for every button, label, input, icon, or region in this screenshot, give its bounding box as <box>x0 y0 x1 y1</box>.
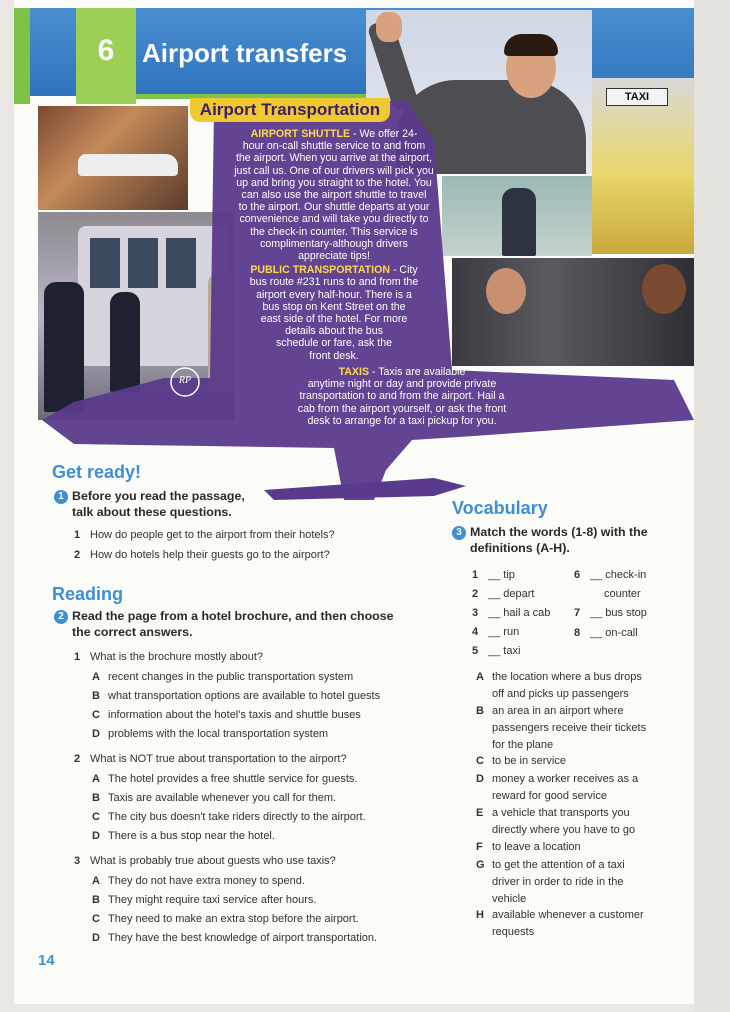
answer-option <box>92 810 366 824</box>
definition-text: an area in an airport where <box>492 705 624 717</box>
vocab-word <box>574 626 638 640</box>
option-letter: C <box>92 811 100 823</box>
option-text: The city bus doesn't take riders directly to the airport. <box>108 811 366 823</box>
brochure-line: front desk. <box>309 349 359 362</box>
definition <box>476 670 642 684</box>
definition-text: reward for good service <box>492 790 607 802</box>
answer-option <box>92 874 305 888</box>
option-letter: D <box>92 728 100 740</box>
brochure-line: complimentary-although drivers <box>260 237 408 250</box>
option-text: problems with the local transportation system <box>108 728 329 740</box>
brochure-text <box>216 128 452 362</box>
answer-option <box>92 708 361 722</box>
definition-text: driver in order to ride in the <box>492 876 624 888</box>
discussion-question <box>74 528 335 542</box>
word-number: 8 <box>574 627 581 639</box>
question-number: 2 <box>74 753 81 765</box>
word-text: __ tip <box>488 569 515 581</box>
brochure-line: - We offer 24- <box>353 128 418 140</box>
shuttle-heading: AIRPORT SHUTTLE <box>250 128 351 140</box>
brochure-line: details about the bus <box>285 325 383 338</box>
brochure-line: transportation to and from the airport. Hail a <box>299 390 505 403</box>
brochure-line: - Taxis are available <box>371 366 466 378</box>
brochure-line: convenience and will take you directly to <box>239 213 429 226</box>
question-number: 2 <box>74 549 81 561</box>
brochure-line: appreciate tips! <box>298 250 370 263</box>
word-text-continued: counter <box>604 588 641 600</box>
reading-question <box>74 650 263 664</box>
definition <box>476 840 581 854</box>
option-text: what transportation options are available to hotel guests <box>108 690 381 702</box>
question-text: What is the brochure mostly about? <box>90 651 264 663</box>
vocab-word <box>574 606 647 620</box>
brochure-line: the airport. When you arrive at the airport, <box>235 152 433 165</box>
vocabulary-instruction: 3 Match the words (1-8) with the definitions (A-H). <box>452 524 648 556</box>
definition-letter: F <box>476 841 483 853</box>
question-number: 3 <box>74 855 81 867</box>
option-letter: D <box>92 830 100 842</box>
discussion-question <box>74 548 330 562</box>
brochure-line: bus stop on Kent Street on the <box>262 300 406 313</box>
word-number: 3 <box>472 607 479 619</box>
public-heading: PUBLIC TRANSPORTATION <box>250 264 390 277</box>
word-number: 4 <box>472 626 479 638</box>
answer-option <box>92 791 336 805</box>
definition <box>476 704 623 718</box>
answer-option <box>92 689 380 703</box>
definition-letter: C <box>476 755 484 767</box>
definition <box>476 754 566 768</box>
option-text: information about the hotel's taxis and shuttle buses <box>108 709 361 721</box>
word-text: __ depart <box>488 588 535 600</box>
definition-letter: D <box>476 773 484 785</box>
option-text: recent changes in the public transportation system <box>108 671 354 683</box>
definition-text: to get the attention of a taxi <box>492 859 625 871</box>
get-ready-heading: Get ready! <box>52 462 142 482</box>
option-text: There is a bus stop near the hotel. <box>108 830 275 842</box>
textbook-page <box>14 0 694 1004</box>
public-paragraph <box>216 264 452 362</box>
question-text: How do people get to the airport from their hotels? <box>90 529 335 541</box>
answer-option <box>92 829 275 843</box>
taxis-paragraph <box>284 366 520 427</box>
page-edge <box>694 0 730 1012</box>
word-number: 1 <box>472 569 479 581</box>
option-letter: A <box>92 875 100 887</box>
answer-option <box>92 772 357 786</box>
reading-heading: Reading <box>52 584 124 604</box>
brochure-line: schedule or fare, ask the <box>275 337 392 350</box>
definition-letter: A <box>476 671 484 683</box>
definition-letter: H <box>476 909 484 921</box>
option-letter: D <box>92 932 100 944</box>
vocab-word <box>574 568 646 582</box>
hotel-logo: RP <box>178 375 192 386</box>
brochure-line: the check-in counter. This service is <box>250 225 418 238</box>
brochure-line: east side of the hotel. For more <box>260 313 408 326</box>
word-text: __ on-call <box>590 627 638 639</box>
question-number: 1 <box>74 529 81 541</box>
word-text: __ check-in <box>590 569 647 581</box>
option-letter: C <box>92 913 100 925</box>
brochure-line: cab from the airport yourself, or ask the front <box>297 402 507 415</box>
definition-letter: E <box>476 807 484 819</box>
option-text: They need to make an extra stop before the airport. <box>108 913 359 925</box>
definition-text: to leave a location <box>492 841 581 853</box>
vocab-word <box>472 568 515 582</box>
definition-letter: G <box>476 859 485 871</box>
brochure-line: - City <box>392 264 418 277</box>
unit-number: 6 <box>97 34 115 67</box>
page-number: 14 <box>38 952 55 969</box>
brochure-line: just call us. One of our drivers will pick you <box>234 164 434 177</box>
brochure-line: can also use the airport shuttle to travel <box>241 189 427 202</box>
definition-text: available whenever a customer <box>492 909 644 921</box>
word-text: __ bus stop <box>590 607 647 619</box>
definition-text: the location where a bus drops <box>492 671 642 683</box>
word-text: __ hail a cab <box>488 607 551 619</box>
taxi-sign: TAXI <box>606 88 668 106</box>
answer-option <box>92 931 377 945</box>
word-number: 7 <box>574 607 581 619</box>
definition-text: to be in service <box>492 755 566 767</box>
vocab-word <box>472 606 550 620</box>
definition <box>476 858 625 872</box>
reading-question <box>74 854 336 868</box>
brochure-line: anytime night or day and provide private <box>307 378 497 391</box>
vocab-word <box>472 587 534 601</box>
brochure-line: to the airport. Our shuttle departs at your <box>238 201 430 214</box>
exercise-number: 3 <box>452 526 466 540</box>
answer-option <box>92 727 328 741</box>
definition-letter: B <box>476 705 484 717</box>
definition <box>476 806 630 820</box>
option-text: They do not have extra money to spend. <box>108 875 305 887</box>
question-text: What is probably true about guests who use taxis? <box>90 855 336 867</box>
exercise-number: 1 <box>54 490 68 504</box>
option-text: Taxis are available whenever you call for them. <box>108 792 337 804</box>
word-number: 2 <box>472 588 479 600</box>
option-letter: A <box>92 671 100 683</box>
brochure-line: hour on-call shuttle service to and from <box>242 140 426 153</box>
answer-option <box>92 893 316 907</box>
option-letter: A <box>92 773 100 785</box>
definition-text: a vehicle that transports you <box>492 807 630 819</box>
brochure-line: airport every half-hour. There is a <box>256 288 412 301</box>
question-text: What is NOT true about transportation to the airport? <box>90 753 347 765</box>
unit-title: Airport transfers <box>142 38 348 68</box>
vocab-word <box>472 644 520 658</box>
definition <box>476 772 638 786</box>
definition-text: off and picks up passengers <box>492 688 629 700</box>
definition <box>476 908 644 922</box>
vocabulary-heading: Vocabulary <box>452 498 548 518</box>
definition-text: for the plane <box>492 739 554 751</box>
word-text: __ run <box>488 626 520 638</box>
word-number: 5 <box>472 645 479 657</box>
definition-text: vehicle <box>492 893 527 905</box>
option-text: They have the best knowledge of airport transportation. <box>108 932 378 944</box>
word-number: 6 <box>574 569 581 581</box>
option-letter: B <box>92 690 100 702</box>
reading-instruction: 2 Read the page from a hotel brochure, and then choose the correct answers. <box>54 608 394 640</box>
taxis-heading: TAXIS <box>338 366 370 378</box>
option-letter: B <box>92 792 100 804</box>
definition-text: money a worker receives as a <box>492 773 639 785</box>
shuttle-paragraph <box>216 128 452 262</box>
exercise-number: 2 <box>54 610 68 624</box>
option-letter: C <box>92 709 100 721</box>
question-number: 1 <box>74 651 81 663</box>
answer-option <box>92 912 359 926</box>
definition-text: passengers receive their tickets <box>492 722 647 734</box>
vocab-word <box>472 625 519 639</box>
answer-option <box>92 670 353 684</box>
brochure-line: bus route #231 runs to and from the <box>249 276 419 289</box>
brochure-title: Airport Transportation <box>190 98 390 122</box>
word-text: __ taxi <box>488 645 521 657</box>
option-text: The hotel provides a free shuttle service for guests. <box>108 773 358 785</box>
definition-text: directly where you have to go <box>492 824 636 836</box>
question-text: How do hotels help their guests go to the airport? <box>90 549 330 561</box>
get-ready-instruction: 1 Before you read the passage, talk about these questions. <box>54 488 245 520</box>
option-letter: B <box>92 894 100 906</box>
reading-question <box>74 752 347 766</box>
brochure-line: desk to arrange for a taxi pickup for you. <box>307 414 497 427</box>
option-text: They might require taxi service after hours. <box>108 894 317 906</box>
definition-text: requests <box>492 926 535 938</box>
brochure-line: up and bring you straight to the hotel. You <box>236 176 432 189</box>
